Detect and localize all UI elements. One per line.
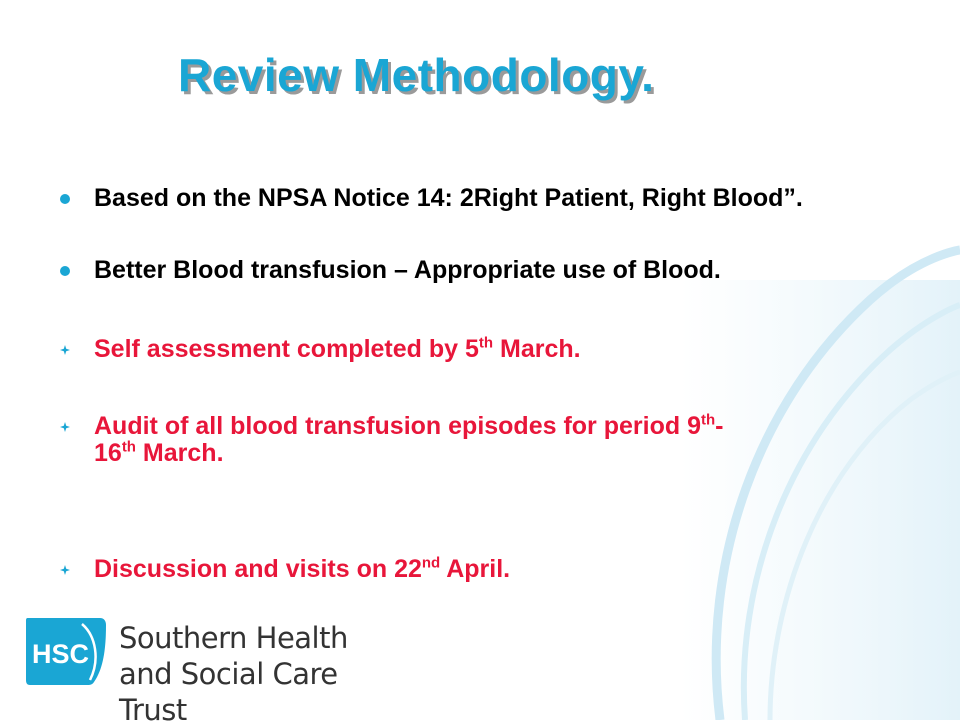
bullet-text: Based on the NPSA Notice 14: 2Right Patient, Right Blood”. — [94, 184, 803, 212]
logo-line-2: and Social Care Trust — [119, 657, 338, 727]
bullet-text: Better Blood transfusion – Appropriate use of Blood. — [94, 256, 721, 284]
bullet-dot-icon — [60, 266, 70, 276]
bullet-dot-icon — [60, 194, 70, 204]
bullet-text-dash: - — [715, 412, 724, 440]
bullet-item-better-blood — [60, 257, 920, 284]
bullet-item-discussion — [60, 556, 920, 583]
bullet-text-end: April. — [440, 555, 511, 583]
slide-title: Review Methodology. — [178, 49, 655, 101]
bullet-text: Audit of all blood transfusion episodes for period 9 — [94, 412, 701, 440]
bullet-text-end: March. — [493, 335, 581, 363]
ordinal-suffix: th — [478, 334, 494, 352]
ordinal-suffix: nd — [421, 554, 441, 572]
bullet-text: Discussion and visits on 22 — [94, 555, 422, 583]
ordinal-suffix: th — [121, 438, 136, 456]
bullet-item-audit — [60, 413, 920, 467]
bullet-item-npsa-notice — [60, 185, 920, 212]
hsc-badge-icon — [24, 616, 108, 686]
bullet-item-self-assessment — [60, 336, 920, 363]
diamond-bullet-icon — [60, 422, 70, 432]
diamond-bullet-icon — [60, 565, 70, 575]
badge-text: HSC — [32, 639, 90, 669]
diamond-bullet-icon — [60, 345, 70, 355]
bullet-text-line2: 16 — [94, 439, 122, 467]
bullet-text-end: March. — [135, 439, 224, 467]
logo-line-1: Southern Health — [119, 621, 348, 655]
bullet-text: Self assessment completed by 5 — [94, 335, 479, 363]
ordinal-suffix: th — [700, 411, 716, 429]
